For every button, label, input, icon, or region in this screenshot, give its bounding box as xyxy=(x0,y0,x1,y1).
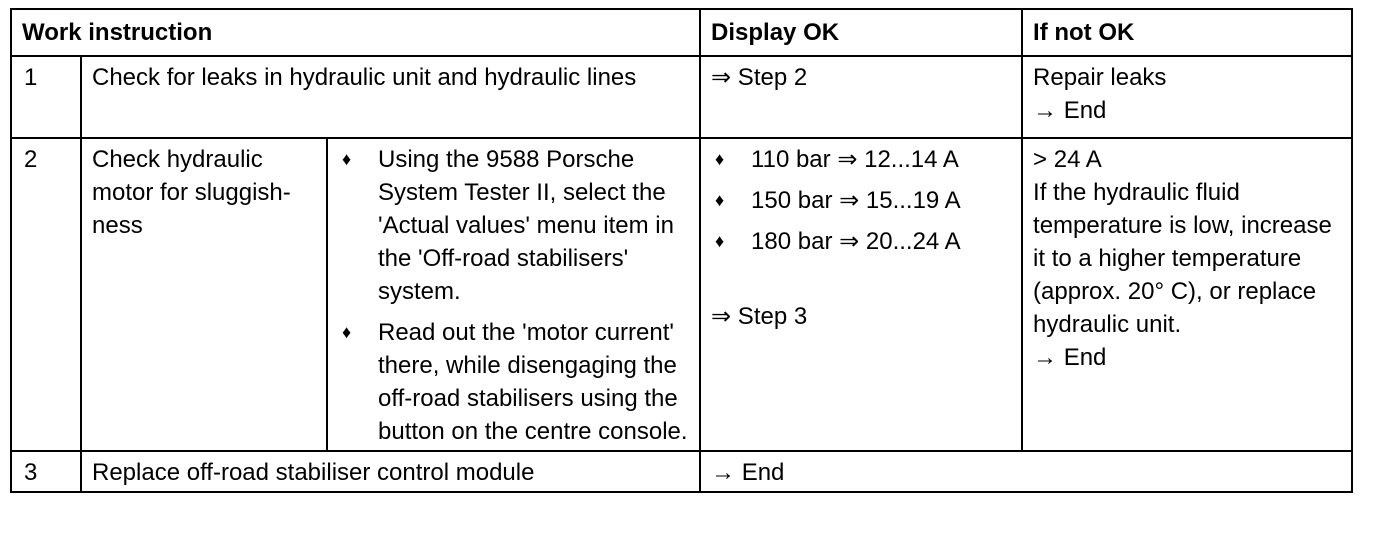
display-value: 180 bar ⇒ 20...24 A xyxy=(751,228,961,255)
header-work-instruction: Work instruction xyxy=(11,9,700,56)
step-number: 3 xyxy=(11,451,81,492)
if-not-ok-cell xyxy=(1022,138,1352,451)
diamond-bullet-icon: ♦ xyxy=(715,231,725,251)
list-item xyxy=(711,225,1011,258)
diamond-bullet-icon: ♦ xyxy=(342,322,352,342)
display-value: 150 bar ⇒ 15...19 A xyxy=(751,187,961,214)
display-ok-cell: ⇒ Step 2 xyxy=(700,56,1022,138)
list-item xyxy=(711,143,1011,176)
display-ok-cell: → End xyxy=(700,451,1352,492)
list-item xyxy=(711,184,1011,217)
display-ok-cell xyxy=(700,138,1022,451)
list-item xyxy=(338,143,689,308)
step-number: 1 xyxy=(11,56,81,138)
display-value: 110 bar ⇒ 12...14 A xyxy=(751,146,959,173)
header-display-ok: Display OK xyxy=(700,9,1022,56)
not-ok-text: If the hydraulic fluid temperature is low, increase it to a higher temperature (approx. 20° C), or replace hydraulic unit. xyxy=(1033,179,1332,338)
step-number: 2 xyxy=(11,138,81,451)
display-next-step: ⇒ Step 3 xyxy=(711,303,808,330)
bullet-text: Read out the 'motor current' there, while disengaging the off-road stabilisers using the button on the centre console. xyxy=(378,319,688,445)
list-item xyxy=(338,316,689,448)
diamond-bullet-icon: ♦ xyxy=(342,149,352,169)
not-ok-text: Repair leaks xyxy=(1033,64,1167,91)
header-if-not-ok: If not OK xyxy=(1022,9,1352,56)
header-row xyxy=(11,9,1352,56)
not-ok-end: → End xyxy=(1033,344,1107,371)
bullet-text: Using the 9588 Porsche System Tester II, select the 'Actual values' menu item in the 'Off-road stabilisers' system. xyxy=(378,146,674,305)
not-ok-end: → End xyxy=(1033,97,1107,124)
table-row xyxy=(11,451,1352,492)
instruction-text: Check hydraulic motor for sluggish-ness xyxy=(81,138,327,451)
instruction-text: Check for leaks in hydraulic unit and hydraulic lines xyxy=(81,56,700,138)
if-not-ok-cell xyxy=(1022,56,1352,138)
work-instruction-table xyxy=(10,8,1353,493)
table-row xyxy=(11,56,1352,138)
diamond-bullet-icon: ♦ xyxy=(715,190,725,210)
not-ok-threshold: > 24 A xyxy=(1033,146,1102,173)
instruction-details xyxy=(327,138,700,451)
diamond-bullet-icon: ♦ xyxy=(715,149,725,169)
table-row xyxy=(11,138,1352,451)
instruction-text: Replace off-road stabiliser control module xyxy=(81,451,700,492)
